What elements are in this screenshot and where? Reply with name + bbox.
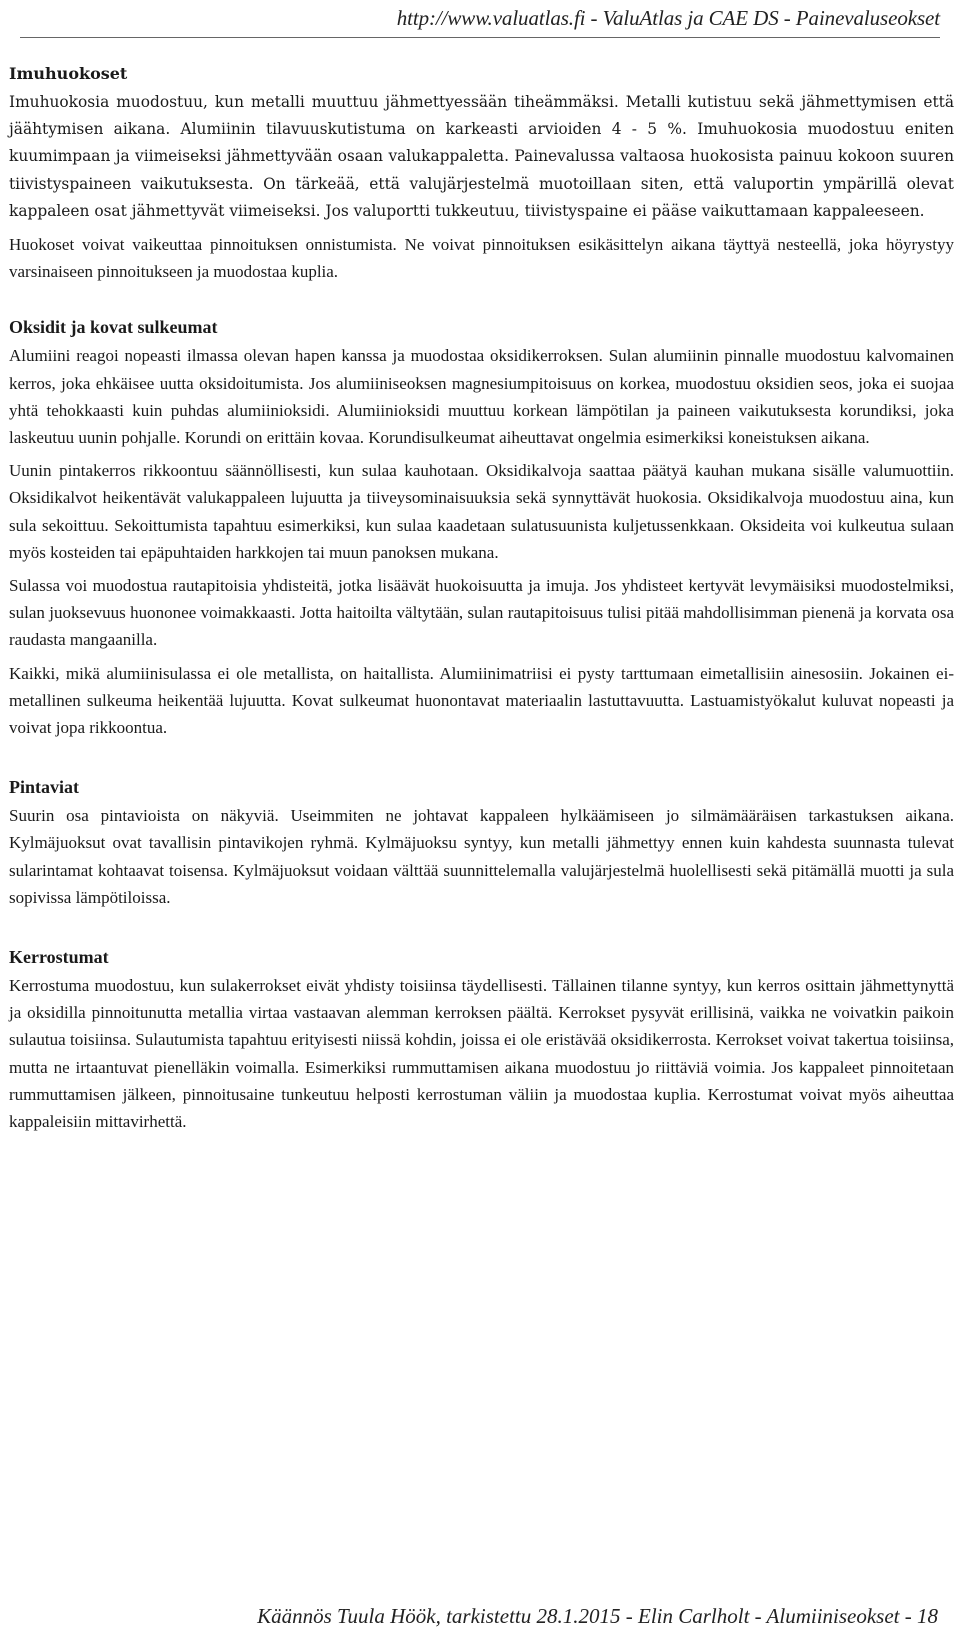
section-pintaviat: [9, 775, 954, 911]
section-imuhuokoset: [9, 62, 954, 285]
document-body: [9, 62, 954, 1135]
header-url-text: http://www.valuatlas.fi - ValuAtlas ja CAE DS - Painevaluseokset: [396, 6, 940, 30]
paragraph: Sulassa voi muodostua rautapitoisia yhdisteitä, jotka lisäävät huokoisuutta ja imuja. Jos yhdisteet kertyvät levymäisiksi muodostelmiksi, sulan juoksevuus huononee voimakkaasti. Jotta haitoilta vältytään, sulan rautapitoisuus tulisi pitää mahdollisimman pienenä ja korvata osa raudasta mangaanilla.: [9, 576, 954, 650]
section-title: Pintaviat: [9, 777, 79, 798]
section-oksidit: [9, 315, 954, 741]
paragraph: Huokoset voivat vaikeuttaa pinnoituksen onnistumista. Ne voivat pinnoituksen esikäsittelyn aikana täyttyä nesteellä, joka höyrystyy varsinaiseen pinnoitukseen ja muodostaa kuplia.: [9, 235, 954, 282]
paragraph: Suurin osa pintavioista on näkyviä. Useimmiten ne johtavat kappaleen hylkäämiseen jo silmämääräisen tarkastuksen aikana. Kylmäjuoksut ovat tavallisin pintavikojen ryhmä. Kylmäjuoksu syntyy, kun metalli jähmettyy ennen kuin kahdesta suunnasta tulevat sularintamat kohtaavat toisensa. Kylmäjuoksut voidaan välttää suunnittelemalla valujärjestelmä huolellisesti sekä pitämällä muotti ja sula sopivissa lämpötiloissa.: [9, 806, 954, 907]
paragraph: Kaikki, mikä alumiinisulassa ei ole metallista, on haitallista. Alumiinimatriisi ei pysty tarttumaan eimetallisiin ainesosiin. Jokainen ei-metallinen sulkeuma heikentää lujuutta. Kovat sulkeumat huonontavat materiaalin lastuttavuutta. Lastuamistyökalut kuluvat nopeasti ja voivat jopa rikkoontua.: [9, 663, 954, 738]
paragraph: Alumiini reagoi nopeasti ilmassa olevan hapen kanssa ja muodostaa oksidikerroksen. Sulan alumiinin pinnalle muodostuu kalvomainen kerros, joka ehkäisee uutta oksidoitumista. Jos alumiiniseoksen magnesiumpitoisuus on korkea, muodostuu oksidien seos, joka ei suojaa yhtä tehokkaasti kuin puhdas alumiinioksidi. Alumiinioksidi muuttuu korkean lämpötilan ja paineen vaikutuksesta korundiksi, joka laskeutuu uunin pohjalle. Korundi on erittäin kovaa. Korundisulkeumat aiheuttavat ongelmia esimerkiksi koneistuksen aikana.: [9, 346, 954, 448]
page-footer: [257, 1604, 938, 1629]
paragraph: Uunin pintakerros rikkoontuu säännöllisesti, kun sulaa kauhotaan. Oksidikalvoja saattaa päätyä kauhan mukana sisälle valumuottiin. Oksidikalvot heikentävät valukappaleen lujuutta ja tiiveysominaisuuksia sekä synnyttävät huokosia. Oksidikalvoja muodostuu aina, kun sula sekoittuu. Sekoittumista tapahtuu esimerkiksi, kun sulaa kaadetaan sulatusuunista kuljetussenkkaan. Oksideita voi kulkeutua sulaan myös kosteiden tai epäpuhtaiden harkkojen tai muun panoksen mukana.: [9, 461, 954, 562]
section-title: Oksidit ja kovat sulkeumat: [9, 317, 218, 338]
paragraph: Imuhuokosia muodostuu, kun metalli muuttuu jähmettyessään tiheämmäksi. Metalli kutistuu sekä jähmettymisen että jäähtymisen aikana. Alumiinin tilavuuskutistuma on karkeasti arvioiden 4 - 5 %. Imuhuokosia muodostuu eniten kuumimpaan ja viimeiseksi jähmettyvään osaan valukappaletta. Painevalussa valtaosa huokosista painuu kokoon suuren tiivistyspaineen vaikutuksesta. On tärkeää, että valujärjestelmä muotoillaan siten, että valuportin ympärillä olevat kappaleen osat jähmettyvät viimeiseksi. Jos valuportti tukkeutuu, tiivistyspaine ei pääse vaikuttamaan kappaleeseen.: [9, 93, 954, 220]
section-title: Imuhuokoset: [9, 64, 128, 83]
section-kerrostumat: [9, 945, 954, 1135]
paragraph: Kerrostuma muodostuu, kun sulakerrokset eivät yhdisty toisiinsa täydellisesti. Tällainen tilanne syntyy, kun kerros osittain jähmettynyttä ja oksidilla pinnoitunutta metallia virtaa vastaavan alemman kerroksen päältä. Kerrokset pysyvät erillisinä, vaikka ne voivatkin paikoin sulautua toisiinsa. Sulautumista tapahtuu erityisesti niissä kohdin, joissa ei ole eristävää oksidikerrosta. Kerrokset voivat takertua toisiinsa, mutta ne irtaantuvat pienelläkin voimalla. Esimerkiksi rummuttamisen aikana muodostuu jo riittäviä voimia. Jos kappaleet pinnoitetaan rummuttamisen jälkeen, pinnoitusaine tunkeutuu helposti kerrostuman väliin ja muodostaa kuplia. Kerrostumat voivat myös aiheuttaa kappaleisiin mittavirhettä.: [9, 976, 954, 1132]
section-title: Kerrostumat: [9, 947, 109, 968]
footer-text: Käännös Tuula Höök, tarkistettu 28.1.2015 - Elin Carlholt - Alumiiniseokset - 18: [257, 1604, 938, 1628]
page-header: [20, 6, 940, 38]
